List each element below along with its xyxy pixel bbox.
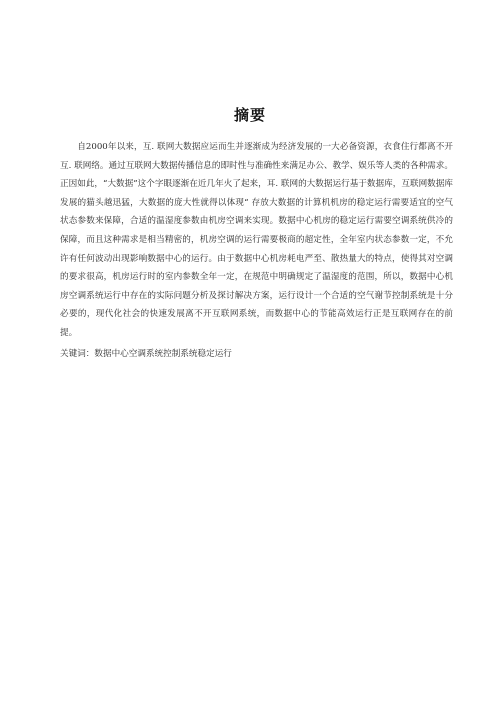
abstract-paragraph: 自2000年以来，互. 联网大数据应运而生并逐渐成为经济发展的一大必备资源，衣食住行都离不开互. 联网络。通过互联网大数据传播信息的即时性与准确性来满足办公、教学、娱乐等人类的各种需求。正因如此，“大数据”这个字眼逐渐在近几年火了起来，耳. 联网的大数据运行基于数据库，互联网数据库发展的猫头越迅猛，大数据的庞大性就得以体现“ 存放大数据的计算机机房的稳定运行需要适宜的空气状态参数来保障，合适的温湿度参数由机房空调来实现。数据中心机房的稳定运行需要空调系统供冷的保障，而且这种需求是相当精密的，机房空调的运行需要极商的超定性，全年室内状态参数一定，不允许有任何波动出现影响数据中心的运行。由于数据中心机房耗电严至、散热量大的特点，使得其对空调的要求很高，机房运行时的室内参数全年一定，在规范中明确规定了温湿度的范围，所以，数据中心机房空调系统运行中存在的实际问题分析及探讨解决方案，运行设计一个合适的空气谢节控制系统是十分必要的，现代化社会的快速发展离不开互联网系统，而数据中心的节能高效运行正是互联网存在的前提。: [60, 142, 453, 338]
page-title: 摘要: [233, 106, 266, 124]
keywords-line: 关键词：数据中心空调系统控制系统稳定运行: [60, 349, 232, 359]
